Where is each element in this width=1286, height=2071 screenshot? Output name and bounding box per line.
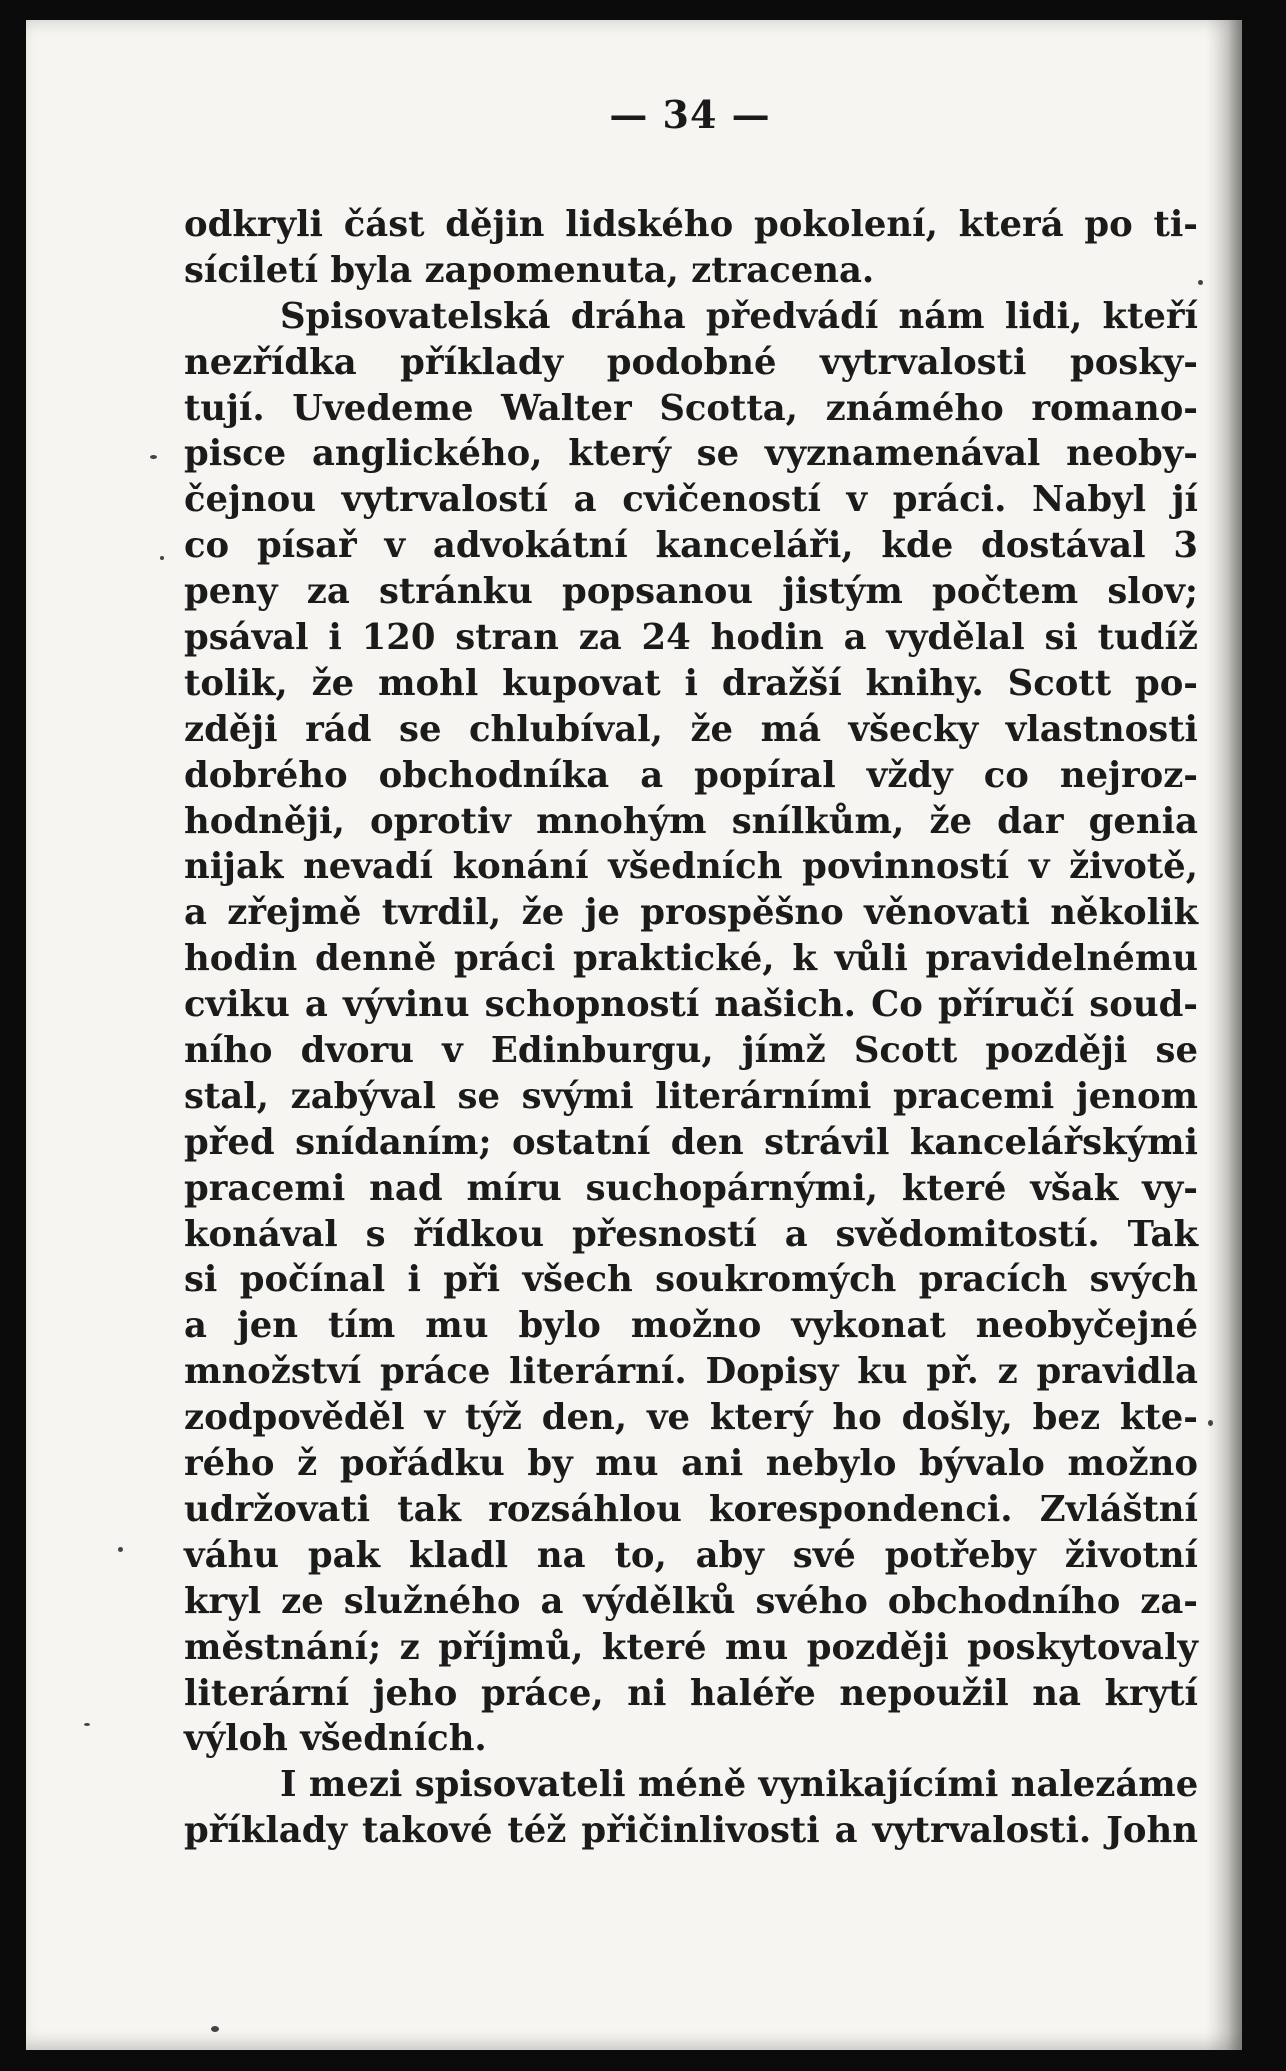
text-line: Spisovatelská dráha předvádí nám lidi, kteří [280, 295, 1198, 337]
text-line: nezřídka příklady podobné vytrvalosti posky- [184, 341, 1198, 383]
text-line: čejnou vytrvalostí a cvičeností v práci. Nabyl jí [184, 479, 1198, 521]
text-line: tují. Uvedeme Walter Scotta, známého romano- [184, 387, 1198, 429]
scan-speck [84, 1723, 90, 1726]
text-line: kryl ze služného a výdělků svého obchodního za- [184, 1580, 1198, 1622]
scan-speck [1208, 1420, 1213, 1426]
text-line: zději rád se chlubíval, že má všecky vlastnosti [184, 708, 1198, 750]
text-line: rého ž pořádku by mu ani nebylo bývalo možno [184, 1443, 1198, 1485]
text-line: konával s řídkou přesností a svědomitostí. Tak [184, 1213, 1198, 1255]
text-line: literární jeho práce, ni haléře nepoužil na krytí [184, 1672, 1198, 1714]
text-line: nijak nevadí konání všedních povinností v životě, [184, 846, 1198, 888]
body-text [184, 202, 1198, 1854]
text-line: hodin denně práci praktické, k vůli pravidelnému [184, 938, 1198, 980]
text-line: výloh všedních. [184, 1718, 487, 1760]
text-line: příklady takové též přičinlivosti a vytrvalosti. John [184, 1810, 1198, 1852]
text-line: před snídaním; ostatní den strávil kancelářskými [184, 1121, 1198, 1163]
text-line: městnání; z příjmů, které mu později poskytovaly [184, 1626, 1198, 1668]
scan-speck [1198, 280, 1203, 285]
text-line: stal, zabýval se svými literárními pracemi jenom [184, 1075, 1198, 1117]
text-line: si počínal i při všech soukromých pracích svých [184, 1259, 1198, 1301]
text-line: váhu pak kladl na to, aby své potřeby životní [184, 1534, 1198, 1576]
text-line: tolik, že mohl kupovat i dražší knihy. Scott po- [184, 662, 1198, 704]
text-line: odkryli část dějin lidského pokolení, která po ti- [184, 204, 1198, 245]
text-line: udržovati tak rozsáhlou korespondenci. Zvláštní [184, 1488, 1198, 1530]
text-line: zodpověděl v týž den, ve který ho došly, bez kte- [184, 1397, 1198, 1439]
text-line: množství práce literární. Dopisy ku př. z pravidla [184, 1351, 1198, 1393]
text-line: peny za stránku popsanou jistým počtem slov; [184, 571, 1198, 613]
scan-speck [160, 556, 164, 560]
text-line: pisce anglického, který se vyznamenával neoby- [184, 433, 1198, 475]
scan-speck [211, 2026, 219, 2032]
text-line: pracemi nad míru suchopárnými, které však vy- [184, 1167, 1198, 1209]
text-line: dobrého obchodníka a popíral vždy co nejroz- [184, 754, 1198, 796]
scan-speck [150, 455, 157, 459]
text-line: psával i 120 stran za 24 hodin a vydělal si tudíž [184, 617, 1198, 659]
text-line: I mezi spisovateli méně vynikajícími nalezáme [280, 1764, 1199, 1806]
text-line: síciletí byla zapomenuta, ztracena. [184, 249, 875, 291]
page-number: — 34 — [609, 92, 771, 137]
text-line: cviku a vývinu schopností našich. Co příručí soud- [184, 984, 1198, 1026]
text-line: a zřejmě tvrdil, že je prospěšno věnovati několik [184, 892, 1198, 934]
text-line: ního dvoru v Edinburgu, jímž Scott později se [184, 1030, 1198, 1072]
scan-speck [118, 1547, 123, 1552]
text-line: hodněji, oprotiv mnohým snílkům, že dar genia [184, 800, 1198, 842]
page-spine-shadow [1206, 20, 1242, 2050]
text-line: a jen tím mu bylo možno vykonat neobyčejné [184, 1305, 1198, 1347]
text-line: co písař v advokátní kanceláři, kde dostával 3 [184, 525, 1198, 567]
